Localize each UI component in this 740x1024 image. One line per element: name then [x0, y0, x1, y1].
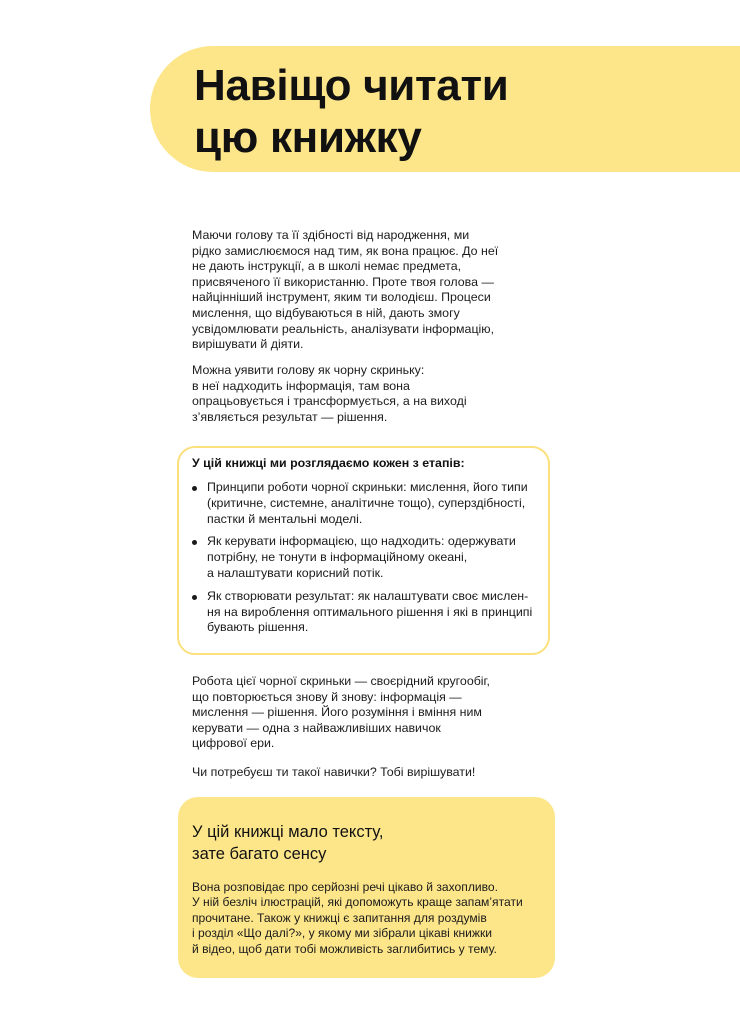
text-line: що повторюється знову й знову: інформація —: [192, 689, 462, 704]
text-line: потрібну, не тонути в інформаційному океані,: [207, 550, 468, 565]
text-line: прочитане. Також у книжці є запитання для роздумів: [192, 910, 487, 925]
outro-paragraph-1: [192, 674, 537, 752]
text-line: й відео, щоб дати тобі можливість заглибитись у тему.: [192, 941, 497, 956]
text-line: усвідомлювати реальність, аналізувати інформацію,: [192, 321, 495, 336]
text-line: пастки й ментальні моделі.: [207, 511, 363, 526]
highlight-text: [192, 880, 523, 957]
text-line: У ній безліч ілюстрацій, які допоможуть краще запам’ятати: [192, 895, 523, 910]
bullet-dot-icon: [192, 595, 197, 600]
list-item: [192, 480, 532, 527]
bullet-dot-icon: [192, 540, 197, 545]
page-title: [194, 60, 508, 164]
text-line: бувають рішення.: [207, 620, 309, 635]
text-line: ня на вироблення оптимального рішення і які в принципі: [207, 604, 533, 619]
text-line: Чи потребуєш ти такої навички? Тобі вирішувати!: [192, 765, 476, 779]
text-line: (критичне, системне, аналітичне тощо), суперздібності,: [207, 495, 526, 510]
text-line: Як керувати інформацією, що надходить: одержувати: [207, 534, 516, 549]
text-line: рідко замислюємося над тим, як вона працює. До неї: [192, 243, 499, 258]
list-item: [192, 534, 532, 581]
page-title-line: цю книжку: [194, 113, 422, 162]
text-line: зате багато сенсу: [192, 845, 327, 863]
text-line: Робота цієї чорної скриньки — своєрідний кругообіг,: [192, 674, 491, 688]
intro-paragraph-2: [192, 363, 537, 425]
text-line: присвяченого її використанню. Проте твоя голова —: [192, 274, 494, 289]
outro-paragraph-2: [192, 765, 537, 781]
text-line: мислення, що відбуваються в ній, дають змогу: [192, 305, 460, 320]
text-line: Можна уявити голову як чорну скриньку:: [192, 363, 425, 377]
text-line: в неї надходить інформація, там вона: [192, 378, 410, 393]
text-line: а налаштувати корисний потік.: [207, 565, 384, 580]
text-line: і розділ «Що далі?», у якому ми зібрали цікаві книжки: [192, 926, 493, 941]
stages-heading: У цій книжці ми розглядаємо кожен з етапів:: [192, 456, 465, 470]
text-line: Вона розповідає про серйозні речі цікаво й захопливо.: [192, 880, 499, 894]
text-line: найцінніший інструмент, яким ти володієш. Процеси: [192, 290, 491, 305]
text-line: Як створювати результат: як налаштувати своє мислен-: [207, 588, 529, 603]
text-line: Маючи голову та її здібності від народження, ми: [192, 228, 470, 242]
stages-list: [192, 480, 532, 643]
text-line: Принципи роботи чорної скриньки: мислення, його типи: [207, 480, 528, 494]
text-line: опрацьовується і трансформується, а на виході: [192, 394, 467, 409]
list-item: [192, 589, 532, 636]
text-line: не дають інструкції, а в школі немає предмета,: [192, 259, 462, 274]
bullet-dot-icon: [192, 486, 197, 491]
intro-paragraph-1: [192, 228, 537, 353]
page-title-line: Навіщо читати: [194, 61, 509, 110]
highlight-heading: [192, 821, 384, 865]
text-line: цифрової ери.: [192, 736, 275, 751]
text-line: мислення — рішення. Його розуміння і вміння ним: [192, 705, 482, 720]
text-line: з’являється результат — рішення.: [192, 409, 388, 424]
text-line: керувати — одна з найважливіших навичок: [192, 720, 441, 735]
text-line: У цій книжці мало тексту,: [192, 823, 384, 841]
text-line: вирішувати й діяти.: [192, 337, 304, 352]
